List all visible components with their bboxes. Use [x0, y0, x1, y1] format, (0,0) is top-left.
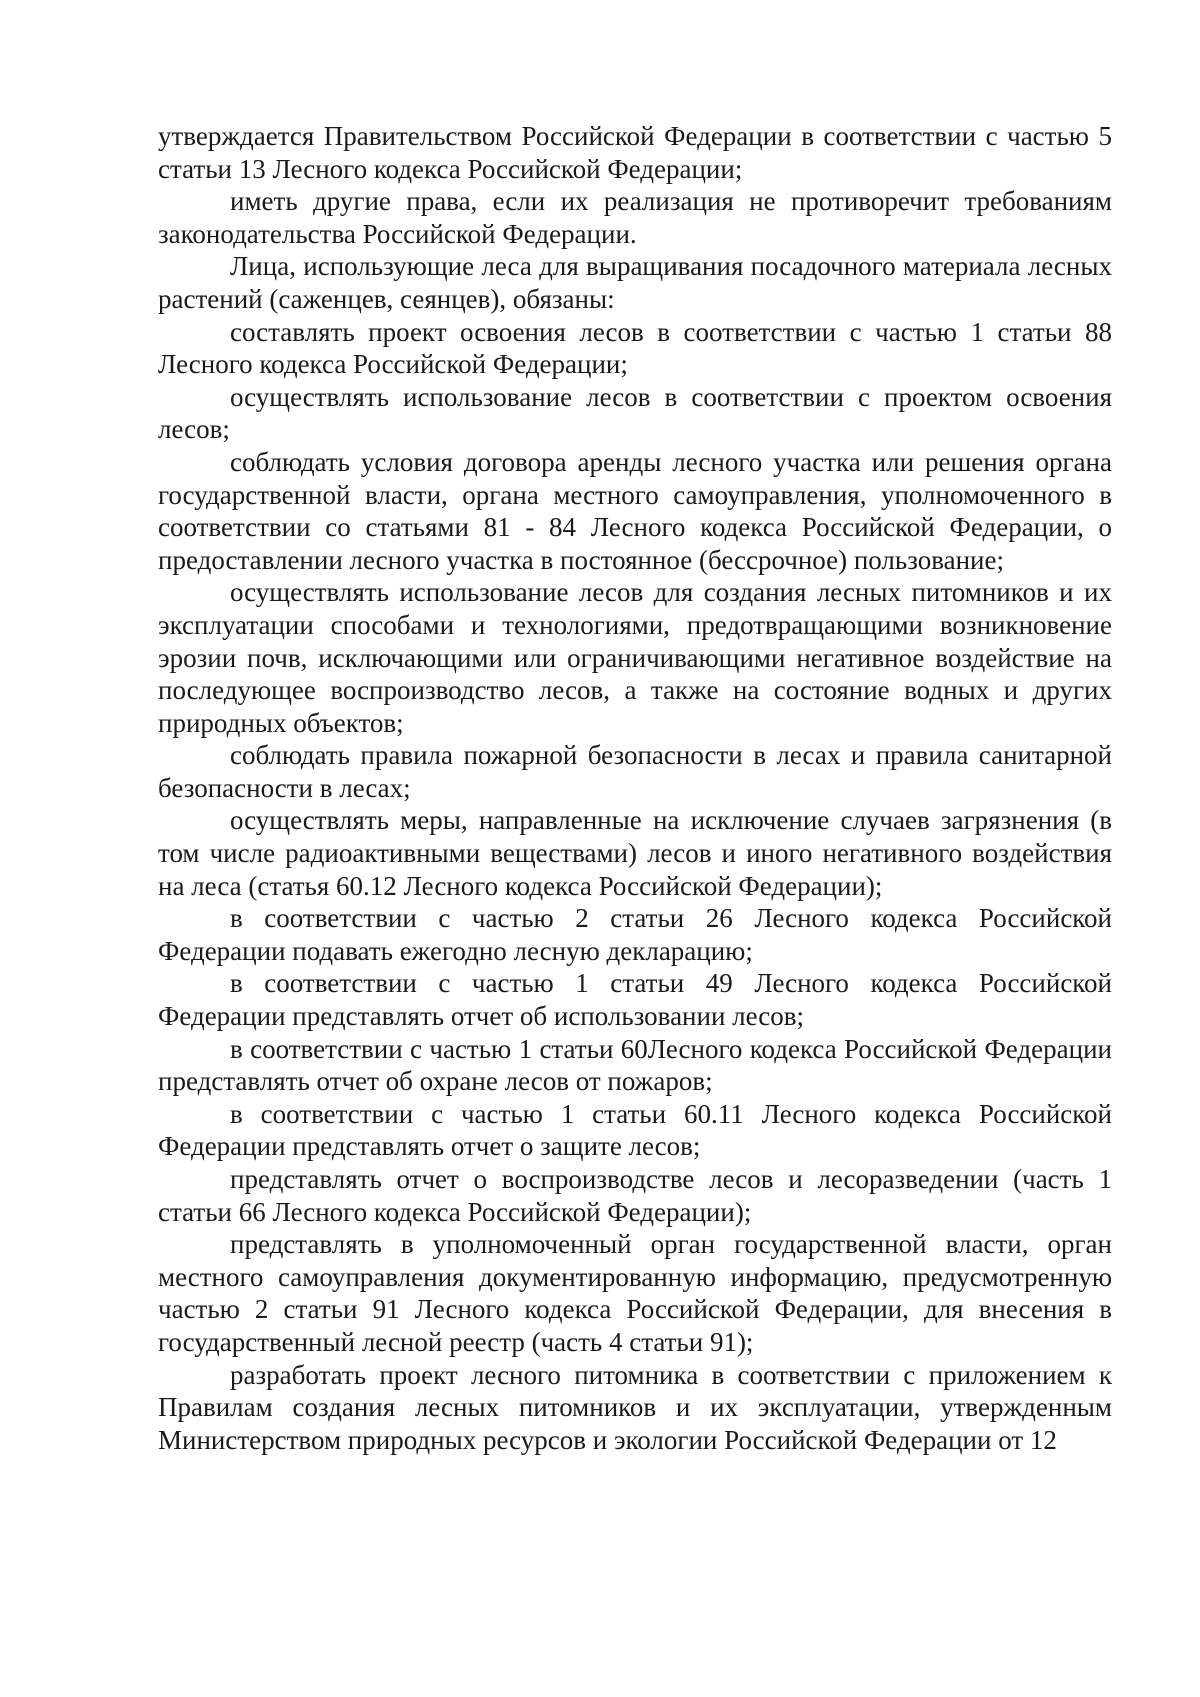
paragraph-11: в соответствии с частью 1 статьи 49 Лесного кодекса Российской Федерации представлять отчет об использовании лесов; — [158, 968, 1112, 1032]
paragraph-12: в соответствии с частью 1 статьи 60Лесного кодекса Российской Федерации представлять отчет об охране лесов от пожаров; — [158, 1033, 1112, 1097]
paragraph-13: в соответствии с частью 1 статьи 60.11 Лесного кодекса Российской Федерации представлять отчет о защите лесов; — [158, 1098, 1112, 1162]
paragraph-5: осуществлять использование лесов в соответствии с проектом освоения лесов; — [158, 381, 1112, 445]
paragraph-6: соблюдать условия договора аренды лесного участка или решения органа государственной власти, органа местного самоуправления, уполномоченного в соответствии со статьями 81 - 84 Лесного кодекса Российской Федерации, о предоставлении лесного участка в постоянное (бессрочное) пользование; — [158, 446, 1112, 575]
paragraph-8: соблюдать правила пожарной безопасности в лесах и правила санитарной безопасности в лесах; — [158, 740, 1112, 803]
paragraph-9: осуществлять меры, направленные на исключение случаев загрязнения (в том числе радиоактивными веществами) лесов и иного негативного воздействия на леса (статья 60.12 Лесного кодекса Российской Федерации); — [158, 805, 1112, 901]
paragraph-1: утверждается Правительством Российской Федерации в соответствии с частью 5 статьи 13 Лесного кодекса Российской Федерации; — [158, 121, 1112, 184]
paragraph-3: Лица, использующие леса для выращивания посадочного материала лесных растений (саженцев, сеянцев), обязаны: — [158, 251, 1112, 314]
paragraph-2: иметь другие права, если их реализация не противоречит требованиям законодательства Российской Федерации. — [158, 186, 1112, 249]
paragraph-10: в соответствии с частью 2 статьи 26 Лесного кодекса Российской Федерации подавать ежегодно лесную декларацию; — [158, 903, 1112, 966]
document-body — [158, 120, 1112, 1456]
paragraph-4: составлять проект освоения лесов в соответствии с частью 1 статьи 88 Лесного кодекса Российской Федерации; — [158, 316, 1112, 380]
paragraph-16: разработать проект лесного питомника в соответствии с приложением к Правилам создания лесных питомников и их эксплуатации, утвержденным Министерством природных ресурсов и экологии Российской Федерации от 12 — [158, 1359, 1112, 1455]
paragraph-14: представлять отчет о воспроизводстве лесов и лесоразведении (часть 1 статьи 66 Лесного кодекса Российской Федерации); — [158, 1164, 1112, 1227]
paragraph-15: представлять в уполномоченный орган государственной власти, орган местного самоуправления документированную информацию, предусмотренную частью 2 статьи 91 Лесного кодекса Российской Федерации, для внесения в государственный лесной реестр (часть 4 статьи 91); — [158, 1229, 1112, 1357]
paragraph-7: осуществлять использование лесов для создания лесных питомников и их эксплуатации способами и технологиями, предотвращающими возникновение эрозии почв, исключающими или ограничивающими негативное воздействие на последующее воспроизводство лесов, а также на состояние водных и других природных объектов; — [158, 577, 1112, 738]
